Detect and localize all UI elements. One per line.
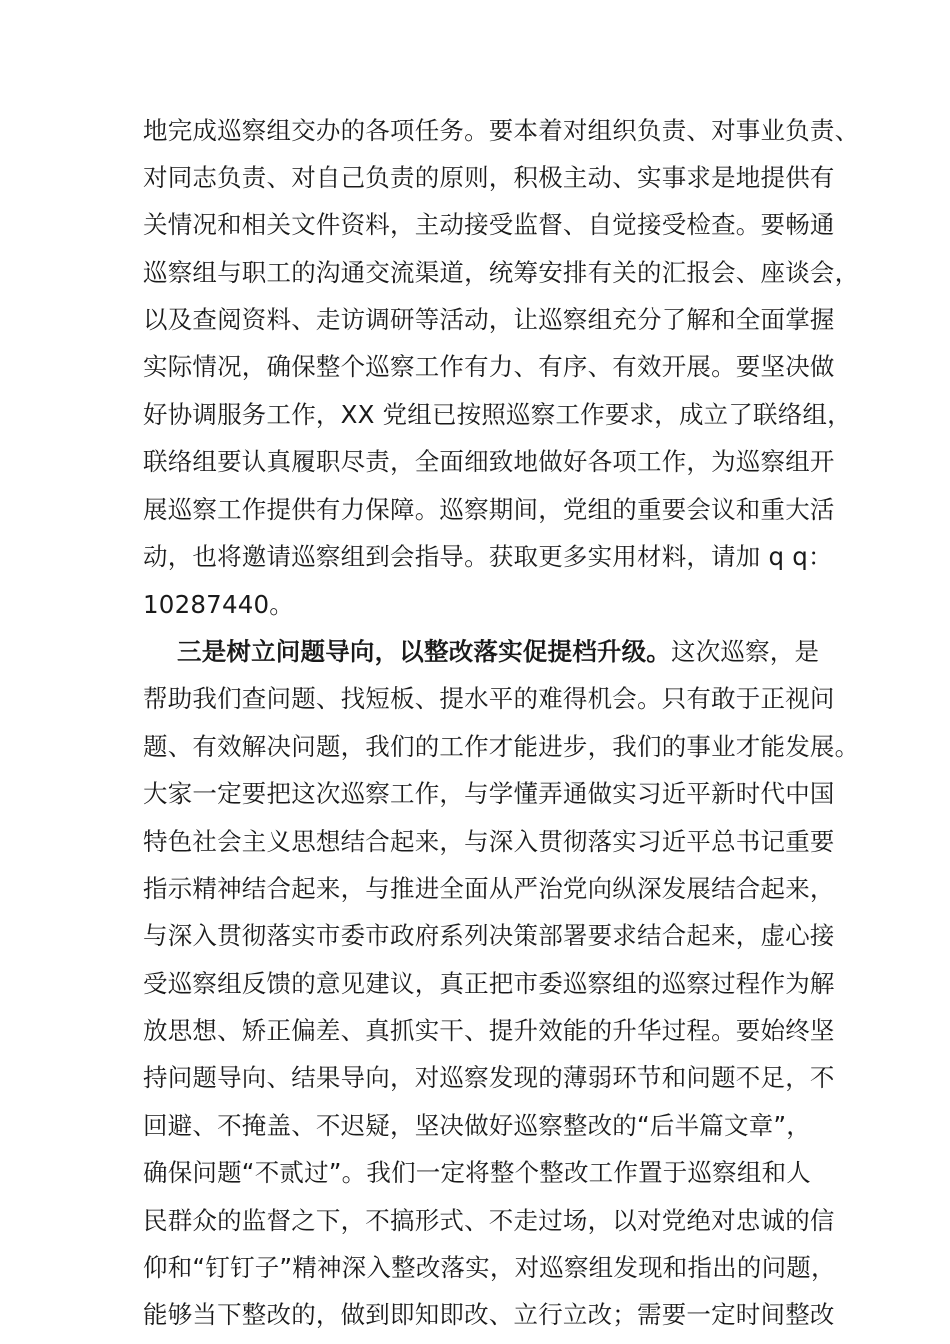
- paragraph-line: 联络组要认真履职尽责，全面细致地做好各项工作，为巡察组开: [143, 447, 835, 476]
- paragraph-line: 放思想、矫正偏差、真抓实干、提升效能的升华过程。要始终坚: [143, 1016, 835, 1045]
- paragraph-line: 与深入贯彻落实市委市政府系列决策部署要求结合起来，虚心接: [143, 921, 835, 950]
- paragraph-line: 受巡察组反馈的意见建议，真正把市委巡察组的巡察过程作为解: [143, 969, 835, 998]
- section-heading: 三是树立问题导向，以整改落实促提档升级。: [177, 637, 671, 666]
- paragraph-line: 仰和“钉钉子”精神深入整改落实，对巡察组发现和指出的问题，: [143, 1253, 836, 1282]
- paragraph-line: 实际情况，确保整个巡察工作有力、有序、有效开展。要坚决做: [143, 352, 835, 381]
- section-first-line-rest: 这次巡察，是: [671, 637, 820, 666]
- paragraph-line: 好协调服务工作，XX 党组已按照巡察工作要求，成立了联络组，: [143, 400, 852, 429]
- paragraph-line: 指示精神结合起来，与推进全面从严治党向纵深发展结合起来，: [143, 874, 835, 903]
- paragraph-line: 展巡察工作提供有力保障。巡察期间，党组的重要会议和重大活: [143, 495, 835, 524]
- paragraph-line: 动，也将邀请巡察组到会指导。获取更多实用材料，请加 q q：: [143, 542, 833, 571]
- paragraph-line: 关情况和相关文件资料，主动接受监督、自觉接受检查。要畅通: [143, 210, 835, 239]
- paragraph-line: 回避、不掩盖、不迟疑，坚决做好巡察整改的“后半篇文章”，: [143, 1111, 811, 1140]
- paragraph-line: 帮助我们查问题、找短板、提水平的难得机会。只有敢于正视问: [143, 684, 835, 713]
- paragraph-line: 巡察组与职工的沟通交流渠道，统筹安排有关的汇报会、座谈会，: [143, 258, 860, 287]
- paragraph-line: 确保问题“不贰过”。我们一定将整个整改工作置于巡察组和人: [143, 1158, 811, 1187]
- paragraph-line: 民群众的监督之下，不搞形式、不走过场，以对党绝对忠诚的信: [143, 1206, 835, 1235]
- paragraph-line: 以及查阅资料、走访调研等活动，让巡察组充分了解和全面掌握: [143, 305, 835, 334]
- section-first-line: [177, 635, 877, 669]
- paragraph-line: 持问题导向、结果导向，对巡察发现的薄弱环节和问题不足，不: [143, 1063, 835, 1092]
- paragraph-line: 特色社会主义思想结合起来，与深入贯彻落实习近平总书记重要: [143, 827, 835, 856]
- paragraph-line: 题、有效解决问题，我们的工作才能进步，我们的事业才能发展。: [143, 732, 860, 761]
- paragraph-line: 10287440。: [143, 590, 295, 619]
- paragraph-line: 大家一定要把这次巡察工作，与学懂弄通做实习近平新时代中国: [143, 779, 835, 808]
- paragraph-line: 地完成巡察组交办的各项任务。要本着对组织负责、对事业负责、: [143, 116, 860, 145]
- paragraph-line: 能够当下整改的，做到即知即改、立行立改；需要一定时间整改: [143, 1300, 835, 1329]
- paragraph-line: 对同志负责、对自己负责的原则，积极主动、实事求是地提供有: [143, 163, 835, 192]
